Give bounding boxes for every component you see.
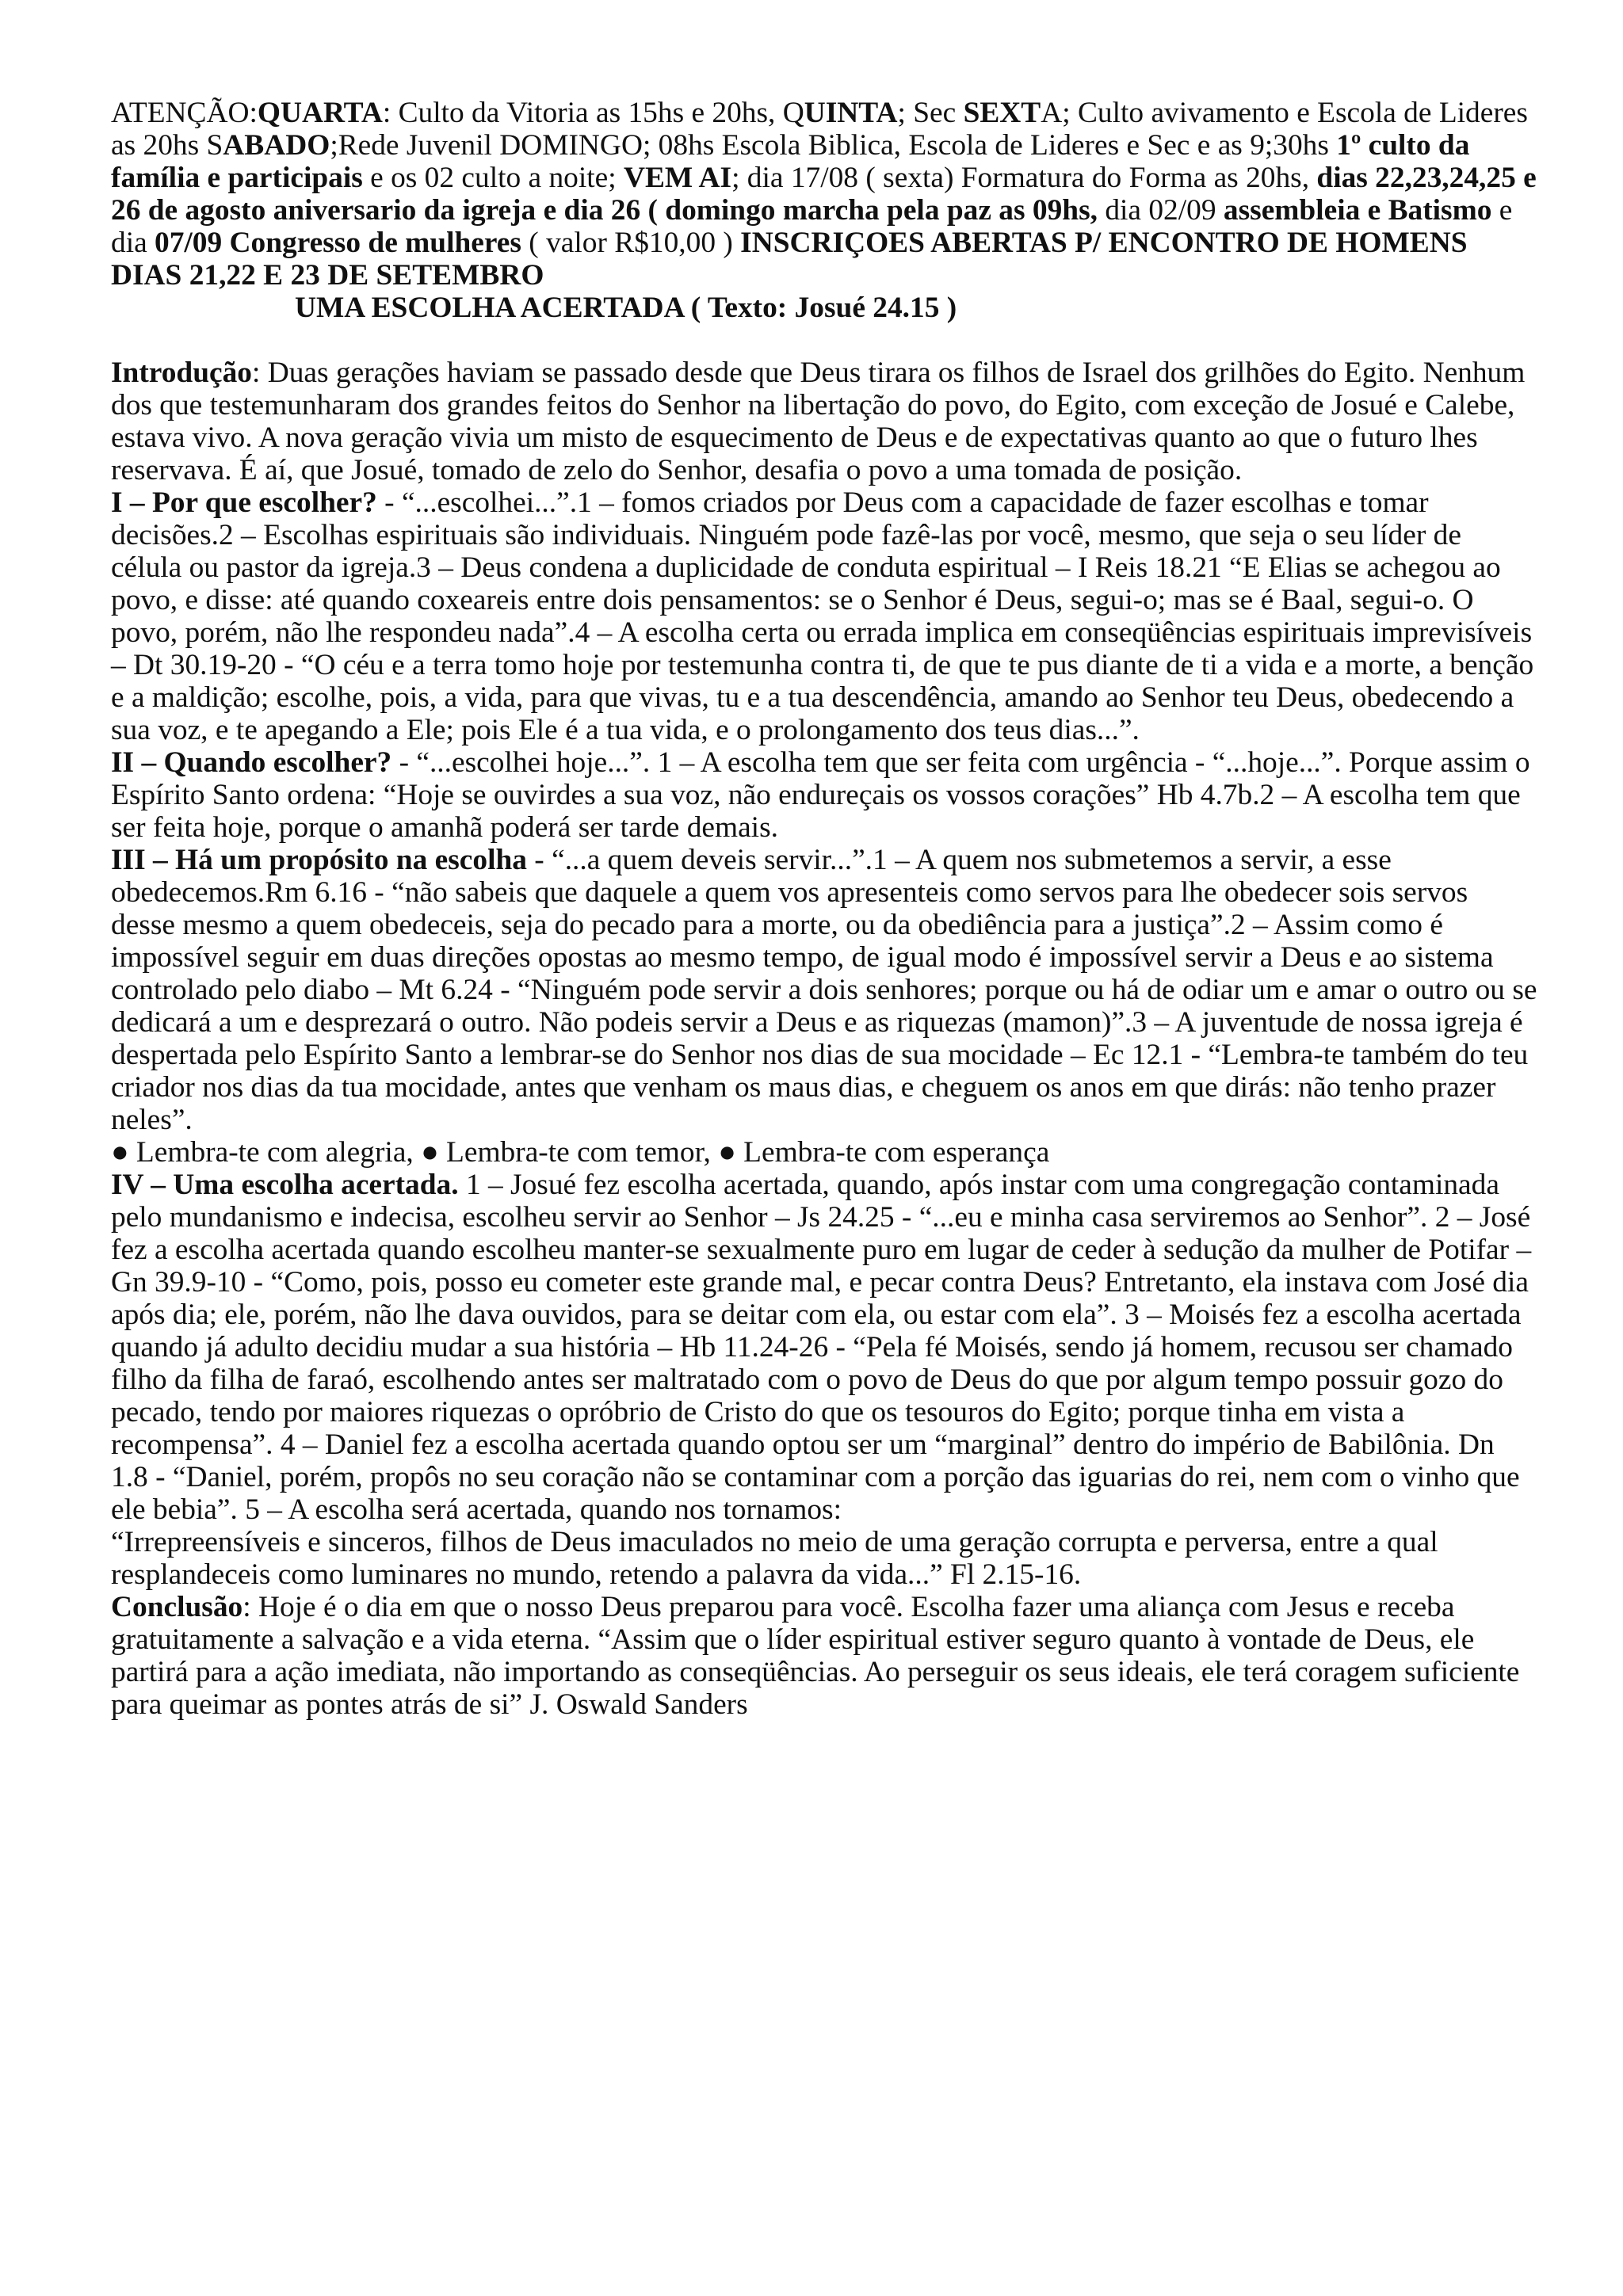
- conclusion-heading: Conclusão: [111, 1591, 243, 1623]
- announcement-text: e os 02 culto a noite;: [362, 162, 624, 194]
- announcement-paragraph: [111, 97, 1537, 292]
- announcement-bold: assembleia e Batismo: [1223, 194, 1492, 227]
- section-4-quote: “Irrepreensíveis e sinceros, filhos de Deus imaculados no meio de uma geração corrupta e perversa, entre a qual resplandeceis como luminares no mundo, retendo a palavra da vida...” Fl 2.15-16.: [111, 1526, 1438, 1591]
- section-3-paragraph: [111, 844, 1537, 1136]
- section-1-paragraph: [111, 486, 1537, 746]
- announcement-bold: INSCRIÇOES ABERTAS P/ ENCONTRO DE HOMENS DIAS 21,22 E 23 DE SETEMBRO: [111, 227, 1468, 292]
- section-4-paragraph: [111, 1169, 1537, 1526]
- intro-paragraph: [111, 357, 1537, 486]
- announcement-text: ( valor R$10,00 ): [521, 227, 741, 259]
- blank-line: [111, 324, 1537, 357]
- document-body: [111, 97, 1537, 1721]
- section-2-text: - “...escolhei hoje...”. 1 – A escolha tem que ser feita com urgência - “...hoje...”. Porque assim o Espírito Santo ordena: “Hoje se ouvirdes a sua voz, não endureçais os vossos corações” Hb 4.7b.2 – A escolha tem que ser feita hoje, porque o amanhã poderá ser tarde demais.: [111, 746, 1530, 844]
- announcement-text: A; Culto avivamento e Escola de Lideres as 20hs S: [111, 97, 1528, 162]
- announcement-bold: dias 22,23,24,25 e 26 de agosto aniversario da igreja e dia 26 ( domingo marcha pela paz as 09hs,: [111, 162, 1537, 227]
- announcement-bold: UINTA: [804, 97, 898, 129]
- section-1-text: - “...escolhei...”.1 – fomos criados por Deus com a capacidade de fazer escolhas e tomar decisões.2 – Escolhas espirituais são individuais. Ninguém pode fazê-las por você, mesmo, que seja o seu líder de célula ou pastor da igreja.3 – Deus condena a duplicidade de conduta espiritual – I Reis 18.21 “E Elias se achegou ao povo, e disse: até quando coxeareis entre dois pensamentos: se o Senhor é Deus, segui-o; mas se é Baal, segui-o. O povo, porém, não lhe respondeu nada”.4 – A escolha certa ou errada implica em conseqüências espirituais imprevisíveis – Dt 30.19-20 - “O céu e a terra tomo hoje por testemunha contra ti, de que te pus diante de ti a vida e a morte, a benção e a maldição; escolhe, pois, a vida, para que vivas, tu e a tua descendência, amando ao Senhor teu Deus, obedecendo a sua voz, e te apegando a Ele; pois Ele é a tua vida, e o prolongamento dos teus dias...”.: [111, 486, 1534, 746]
- announcement-text: : Culto da Vitoria as 15hs e 20hs, Q: [382, 97, 804, 129]
- conclusion-paragraph: [111, 1591, 1537, 1721]
- sermon-title-text: UMA ESCOLHA ACERTADA ( Texto: Josué 24.15 ): [295, 292, 957, 324]
- announcement-text: ATENÇÃO:: [111, 97, 258, 129]
- intro-heading: Introdução: [111, 357, 252, 389]
- section-2-heading: II – Quando escolher?: [111, 746, 392, 779]
- announcement-text: ; dia 17/08 ( sexta) Formatura do Forma as 20hs,: [731, 162, 1317, 194]
- section-2-paragraph: [111, 746, 1537, 844]
- sermon-title: [111, 292, 1537, 324]
- announcement-bold: VEM AI: [623, 162, 732, 194]
- section-3-heading: III – Há um propósito na escolha: [111, 844, 527, 876]
- section-3-text: - “...a quem deveis servir...”.1 – A quem nos submetemos a servir, a esse obedecemos.Rm 6.16 - “não sabeis que daquele a quem vos apresenteis como servos para lhe obedecer sois servos desse mesmo a quem obedeceis, seja do pecado para a morte, ou da obediência para a justiça”.2 – Assim como é impossível seguir em duas direções opostas ao mesmo tempo, de igual modo é impossível servir a Deus e ao sistema controlado pelo diabo – Mt 6.24 - “Ninguém pode servir a dois senhores; porque ou há de odiar um e amar o outro ou se dedicará a um e desprezará o outro. Não podeis servir a Deus e as riquezas (mamon)”.3 – A juventude de nossa igreja é despertada pelo Espírito Santo a lembrar-se do Senhor nos dias de sua mocidade – Ec 12.1 - “Lembra-te também do teu criador nos dias da tua mocidade, antes que venham os maus dias, e cheguem os anos em que dirás: não tenho prazer neles”.: [111, 844, 1537, 1136]
- section-1-heading: I – Por que escolher?: [111, 486, 377, 519]
- section-3-bullets: ● Lembra-te com alegria, ● Lembra-te com temor, ● Lembra-te com esperança: [111, 1136, 1050, 1169]
- announcement-text: e dia: [111, 194, 1513, 259]
- announcement-text: ; Sec: [897, 97, 964, 129]
- announcement-bold: QUARTA: [257, 97, 383, 129]
- announcement-bold: 1º culto da família e participais: [111, 129, 1470, 194]
- announcement-bold: 07/09 Congresso de mulheres: [155, 227, 521, 259]
- announcement-bold: ABADO: [223, 129, 330, 162]
- conclusion-text: : Hoje é o dia em que o nosso Deus preparou para você. Escolha fazer uma aliança com Jesus e receba gratuitamente a salvação e a vida eterna. “Assim que o líder espiritual estiver seguro quanto à vontade de Deus, ele partirá para a ação imediata, não importando as conseqüências. Ao perseguir os seus ideais, ele terá coragem suficiente para queimar as pontes atrás de si” J. Oswald Sanders: [111, 1591, 1520, 1721]
- announcement-bold: SEXT: [963, 97, 1041, 129]
- announcement-text: dia 02/09: [1097, 194, 1224, 227]
- section-4-heading: IV – Uma escolha acertada.: [111, 1169, 459, 1201]
- announcement-text: ;Rede Juvenil DOMINGO; 08hs Escola Biblica, Escola de Lideres e Sec e as 9;30hs: [330, 129, 1337, 162]
- section-4-text: 1 – Josué fez escolha acertada, quando, após instar com uma congregação contaminada pelo mundanismo e indecisa, escolheu servir ao Senhor – Js 24.25 - “...eu e minha casa serviremos ao Senhor”. 2 – José fez a escolha acertada quando escolheu manter-se sexualmente puro em lugar de ceder à sedução da mulher de Potifar – Gn 39.9-10 - “Como, pois, posso eu cometer este grande mal, e pecar contra Deus? Entretanto, ela instava com José dia após dia; ele, porém, não lhe dava ouvidos, para se deitar com ela, ou estar com ela”. 3 – Moisés fez a escolha acertada quando já adulto decidiu mudar a sua história – Hb 11.24-26 - “Pela fé Moisés, sendo já homem, recusou ser chamado filho da filha de faraó, escolhendo antes ser maltratado com o povo de Deus do que por algum tempo possuir gozo do pecado, tendo por maiores riquezas o opróbrio de Cristo do que os tesouros do Egito; porque tinha em vista a recompensa”. 4 – Daniel fez a escolha acertada quando optou ser um “marginal” dentro do império de Babilônia. Dn 1.8 - “Daniel, porém, propôs no seu coração não se contaminar com a porção das iguarias do rei, nem com o vinho que ele bebia”. 5 – A escolha será acertada, quando nos tornamos:: [111, 1169, 1532, 1526]
- intro-text: : Duas gerações haviam se passado desde que Deus tirara os filhos de Israel dos grilhões do Egito. Nenhum dos que testemunharam dos grandes feitos do Senhor na libertação do povo, do Egito, com exceção de Josué e Calebe, estava vivo. A nova geração vivia um misto de esquecimento de Deus e de expectativas quanto ao que o futuro lhes reservava. É aí, que Josué, tomado de zelo do Senhor, desafia o povo a uma tomada de posição.: [111, 357, 1526, 486]
